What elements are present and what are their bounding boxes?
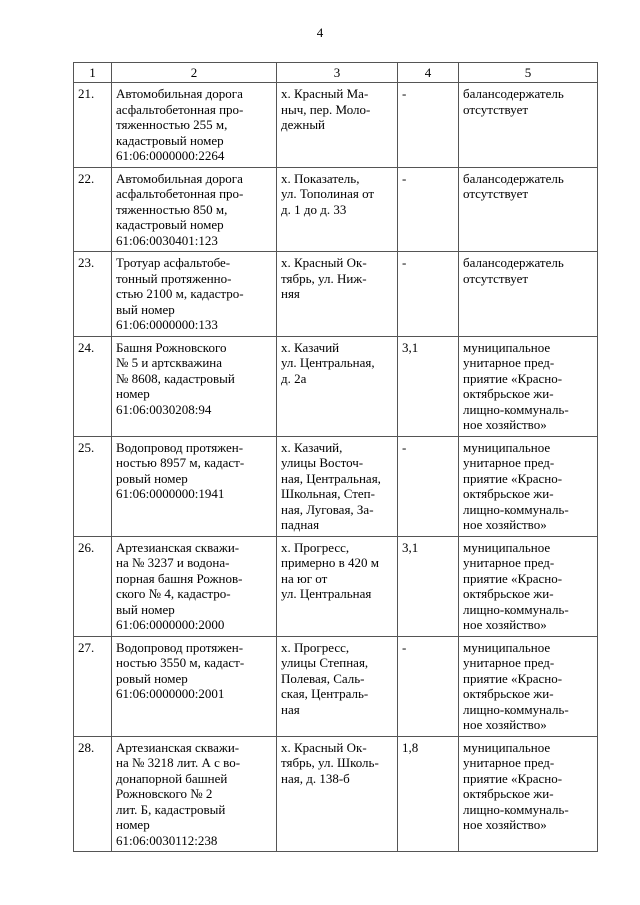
header-row — [74, 63, 598, 83]
row-number: 24. — [74, 336, 112, 436]
row-number: 25. — [74, 436, 112, 536]
row-number: 21. — [74, 83, 112, 168]
object-owner: муниципальное унитарное пред- приятие «Красно- октябрьское жи- лищно-коммуналь- ное хозяйство» — [459, 636, 598, 736]
object-owner: муниципальное унитарное пред- приятие «Красно- октябрьское жи- лищно-коммуналь- ное хозяйство» — [459, 436, 598, 536]
column-header-5: 5 — [459, 63, 598, 83]
object-owner: муниципальное унитарное пред- приятие «Красно- октябрьское жи- лищно-коммуналь- ное хозяйство» — [459, 736, 598, 852]
object-address: х. Красный Ок- тябрь, ул. Ниж- няя — [277, 252, 398, 337]
table-row — [74, 83, 598, 168]
object-area: 3,1 — [398, 336, 459, 436]
table-row — [74, 636, 598, 736]
object-owner: балансодержатель отсутствует — [459, 167, 598, 252]
column-header-3: 3 — [277, 63, 398, 83]
table-row — [74, 536, 598, 636]
row-number: 23. — [74, 252, 112, 337]
object-area: - — [398, 436, 459, 536]
object-name: Башня Рожновского № 5 и артскважина № 8608, кадастровый номер 61:06:0030208:94 — [112, 336, 277, 436]
object-owner: муниципальное унитарное пред- приятие «Красно- октябрьское жи- лищно-коммуналь- ное хозяйство» — [459, 536, 598, 636]
table-row — [74, 252, 598, 337]
column-header-4: 4 — [398, 63, 459, 83]
object-address: х. Прогресс, примерно в 420 м на юг от ул. Центральная — [277, 536, 398, 636]
row-number: 22. — [74, 167, 112, 252]
object-area: - — [398, 252, 459, 337]
object-name: Тротуар асфальтобе- тонный протяженно- стью 2100 м, кадастро- вый номер 61:06:0000000:133 — [112, 252, 277, 337]
object-name: Автомобильная дорога асфальтобетонная про- тяженностью 850 м, кадастровый номер 61:06:0030401:123 — [112, 167, 277, 252]
table-row — [74, 436, 598, 536]
object-address: х. Казачий ул. Центральная, д. 2а — [277, 336, 398, 436]
row-number: 26. — [74, 536, 112, 636]
property-registry-table — [73, 62, 598, 852]
object-name: Водопровод протяжен- ностью 3550 м, кадаст- ровый номер 61:06:0000000:2001 — [112, 636, 277, 736]
object-owner: муниципальное унитарное пред- приятие «Красно- октябрьское жи- лищно-коммуналь- ное хозяйство» — [459, 336, 598, 436]
column-header-1: 1 — [74, 63, 112, 83]
object-area: - — [398, 167, 459, 252]
table-row — [74, 736, 598, 852]
object-address: х. Прогресс, улицы Степная, Полевая, Саль- ская, Централь- ная — [277, 636, 398, 736]
object-address: х. Красный Ма- ныч, пер. Моло- дежный — [277, 83, 398, 168]
table-row — [74, 336, 598, 436]
object-area: 3,1 — [398, 536, 459, 636]
column-header-2: 2 — [112, 63, 277, 83]
object-name: Артезианская скважи- на № 3237 и водона- порная башня Рожнов- ского № 4, кадастро- вый номер 61:06:0000000:2000 — [112, 536, 277, 636]
row-number: 28. — [74, 736, 112, 852]
object-area: - — [398, 636, 459, 736]
row-number: 27. — [74, 636, 112, 736]
object-name: Автомобильная дорога асфальтобетонная про- тяженностью 255 м, кадастровый номер 61:06:0000000:2264 — [112, 83, 277, 168]
object-address: х. Показатель, ул. Тополиная от д. 1 до д. 33 — [277, 167, 398, 252]
object-address: х. Красный Ок- тябрь, ул. Школь- ная, д. 138-б — [277, 736, 398, 852]
table-row — [74, 167, 598, 252]
page-number: 4 — [316, 25, 324, 40]
object-owner: балансодержатель отсутствует — [459, 83, 598, 168]
object-owner: балансодержатель отсутствует — [459, 252, 598, 337]
object-area: 1,8 — [398, 736, 459, 852]
object-area: - — [398, 83, 459, 168]
object-name: Водопровод протяжен- ностью 8957 м, кадаст- ровый номер 61:06:0000000:1941 — [112, 436, 277, 536]
object-address: х. Казачий, улицы Восточ- ная, Центральная, Школьная, Степ- ная, Луговая, За- падная — [277, 436, 398, 536]
object-name: Артезианская скважи- на № 3218 лит. А с во- донапорной башней Рожновского № 2 лит. Б, кадастровый номер 61:06:0030112:238 — [112, 736, 277, 852]
